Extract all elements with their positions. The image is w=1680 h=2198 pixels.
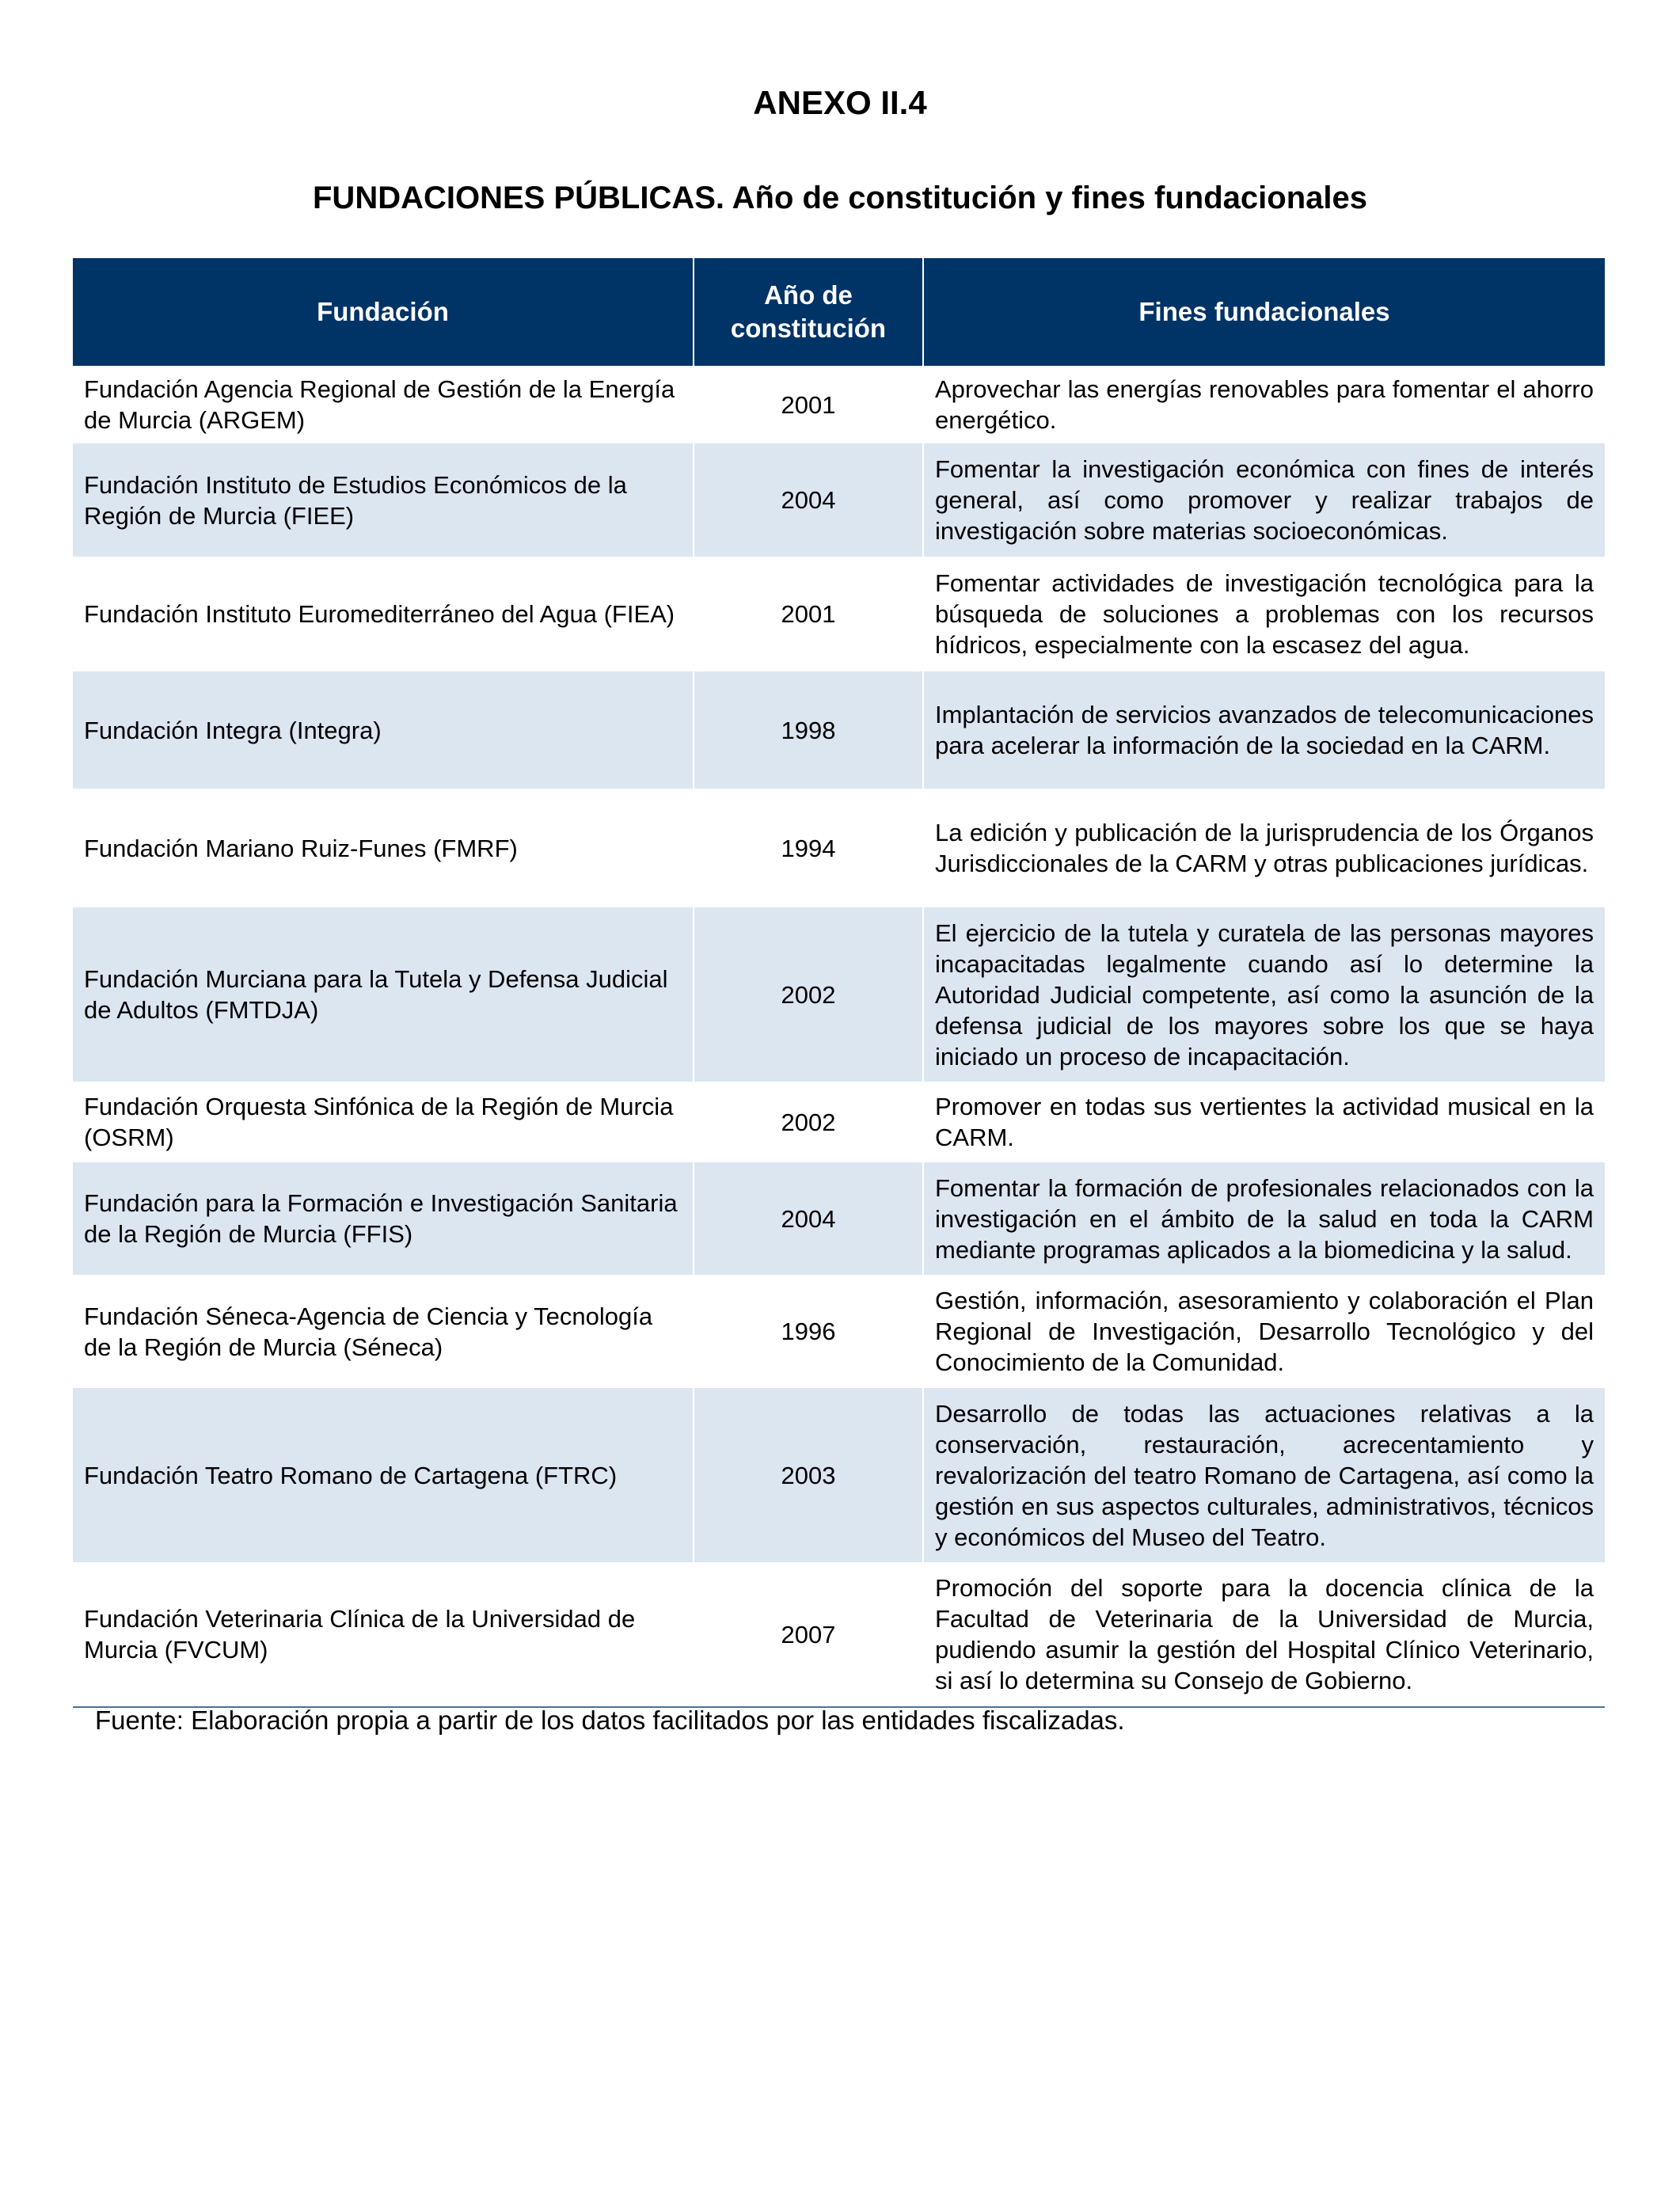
cell-purpose: Promover en todas sus vertientes la actividad musical en la CARM.	[923, 1082, 1605, 1162]
cell-year: 2003	[694, 1388, 923, 1562]
header-row	[73, 258, 1605, 366]
table-row	[73, 1562, 1605, 1706]
cell-foundation: Fundación Orquesta Sinfónica de la Región de Murcia (OSRM)	[73, 1082, 694, 1162]
table-row	[73, 1162, 1605, 1275]
cell-year: 2002	[694, 907, 923, 1082]
table-header	[73, 258, 1605, 366]
cell-year: 2004	[694, 443, 923, 557]
cell-purpose: Fomentar la investigación económica con fines de interés general, así como promover y realizar trabajos de investigación sobre materias socioeconómicas.	[923, 443, 1605, 557]
cell-purpose: El ejercicio de la tutela y curatela de las personas mayores incapacitadas legalmente cuando así lo determine la Autoridad Judicial competente, así como la asunción de la defensa judicial de los mayores sobre los que se haya iniciado un proceso de incapacitación.	[923, 907, 1605, 1082]
header-purpose: Fines fundacionales	[923, 258, 1605, 366]
cell-foundation: Fundación Veterinaria Clínica de la Universidad de Murcia (FVCUM)	[73, 1562, 694, 1706]
table-row	[73, 789, 1605, 907]
cell-purpose: Desarrollo de todas las actuaciones relativas a la conservación, restauración, acrecentamiento y revalorización del teatro Romano de Cartagena, así como la gestión en sus aspectos culturales, administrativos, técnicos y económicos del Museo del Teatro.	[923, 1388, 1605, 1562]
header-year: Año de constitución	[694, 258, 923, 366]
cell-foundation: Fundación Integra (Integra)	[73, 671, 694, 789]
cell-foundation: Fundación Instituto de Estudios Económicos de la Región de Murcia (FIEE)	[73, 443, 694, 557]
table-row	[73, 557, 1605, 671]
cell-purpose: La edición y publicación de la jurisprudencia de los Órganos Jurisdiccionales de la CARM y otras publicaciones jurídicas.	[923, 789, 1605, 907]
cell-foundation: Fundación Agencia Regional de Gestión de la Energía de Murcia (ARGEM)	[73, 366, 694, 443]
cell-foundation: Fundación Séneca-Agencia de Ciencia y Tecnología de la Región de Murcia (Séneca)	[73, 1275, 694, 1388]
source-note: Fuente: Elaboración propia a partir de los datos facilitados por las entidades fiscalizadas.	[95, 1706, 1125, 1735]
cell-purpose: Aprovechar las energías renovables para fomentar el ahorro energético.	[923, 366, 1605, 443]
cell-foundation: Fundación Mariano Ruiz-Funes (FMRF)	[73, 789, 694, 907]
cell-purpose: Fomentar actividades de investigación tecnológica para la búsqueda de soluciones a problemas con los recursos hídricos, especialmente con la escasez del agua.	[923, 557, 1605, 671]
cell-year: 2001	[694, 366, 923, 443]
table-title: FUNDACIONES PÚBLICAS. Año de constitución y fines fundacionales	[313, 181, 1367, 215]
cell-year: 1996	[694, 1275, 923, 1388]
table-row	[73, 1275, 1605, 1388]
cell-year: 2004	[694, 1162, 923, 1275]
header-foundation: Fundación	[73, 258, 694, 366]
cell-foundation: Fundación para la Formación e Investigación Sanitaria de la Región de Murcia (FFIS)	[73, 1162, 694, 1275]
table-row	[73, 907, 1605, 1082]
cell-year: 1998	[694, 671, 923, 789]
table-row	[73, 443, 1605, 557]
table-row	[73, 366, 1605, 443]
cell-foundation: Fundación Teatro Romano de Cartagena (FTRC)	[73, 1388, 694, 1562]
foundations-table	[73, 258, 1605, 1706]
cell-purpose: Implantación de servicios avanzados de telecomunicaciones para acelerar la información de la sociedad en la CARM.	[923, 671, 1605, 789]
cell-year: 2007	[694, 1562, 923, 1706]
table-row	[73, 1388, 1605, 1562]
cell-foundation: Fundación Instituto Euromediterráneo del Agua (FIEA)	[73, 557, 694, 671]
table-row	[73, 1082, 1605, 1162]
table-row	[73, 671, 1605, 789]
cell-year: 1994	[694, 789, 923, 907]
annex-title: ANEXO II.4	[753, 84, 927, 121]
foundations-table-container	[73, 258, 1605, 1708]
cell-purpose: Fomentar la formación de profesionales relacionados con la investigación en el ámbito de la salud en toda la CARM mediante programas aplicados a la biomedicina y la salud.	[923, 1162, 1605, 1275]
cell-year: 2001	[694, 557, 923, 671]
table-body	[73, 366, 1605, 1706]
cell-purpose: Gestión, información, asesoramiento y colaboración el Plan Regional de Investigación, Desarrollo Tecnológico y del Conocimiento de la Comunidad.	[923, 1275, 1605, 1388]
cell-year: 2002	[694, 1082, 923, 1162]
cell-purpose: Promoción del soporte para la docencia clínica de la Facultad de Veterinaria de la Universidad de Murcia, pudiendo asumir la gestión del Hospital Clínico Veterinario, si así lo determina su Consejo de Gobierno.	[923, 1562, 1605, 1706]
cell-foundation: Fundación Murciana para la Tutela y Defensa Judicial de Adultos (FMTDJA)	[73, 907, 694, 1082]
